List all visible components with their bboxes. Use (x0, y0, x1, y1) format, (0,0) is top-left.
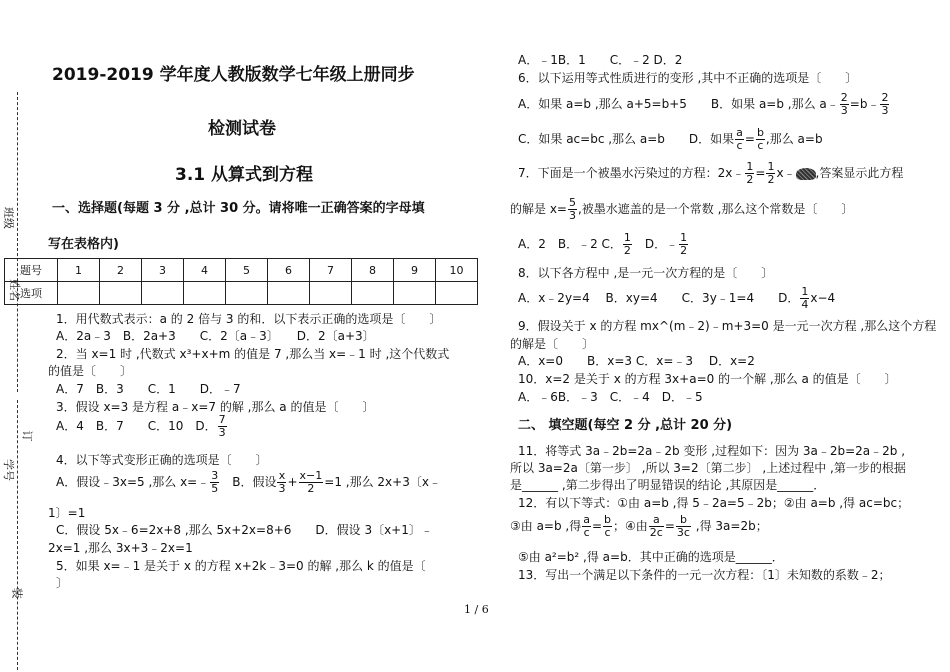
question-2-options: A．7 B．3 C．1 D．﹣7 (56, 382, 241, 396)
fraction: $\frac{5}{3}$ (568, 196, 576, 222)
fraction: $\frac{a}{c}$ (583, 513, 590, 539)
section2-heading: 二、 填空题(每空 2 分 ,总计 20 分) (518, 418, 733, 433)
question-5-cont: 〕 (56, 576, 69, 590)
ink-blot-icon (796, 168, 816, 180)
table-header-answer: 选项 (5, 282, 58, 305)
answer-cell[interactable] (394, 282, 436, 305)
title-line2: 检测试卷 (208, 119, 276, 139)
fraction: $\frac{x}{3}$ (278, 469, 286, 495)
fraction: $\frac{2}{3}$ (840, 91, 848, 117)
question-text: = (664, 519, 675, 533)
table-cell: 10 (436, 259, 478, 282)
question-7-cont (510, 197, 853, 222)
margin-label-name: 姓名 (8, 279, 21, 301)
section1-heading-line2: 写在表格内) (48, 237, 119, 252)
margin-label-zhuang: 装 (10, 587, 24, 599)
table-row (5, 282, 478, 305)
question-9-cont: 的解是〔 〕 (510, 337, 595, 351)
table-cell: 4 (184, 259, 226, 282)
question-3-options (56, 414, 228, 439)
option-text: A．2 B．﹣2 C． (518, 237, 622, 251)
question-5-options: A．﹣1B．1 C．﹣2 D．2 (518, 53, 683, 67)
question-6-cd (518, 127, 823, 152)
answer-cell[interactable] (352, 282, 394, 305)
option-text: = (744, 132, 755, 146)
table-cell: 5 (226, 259, 268, 282)
question-text: ③由 a=b ,得 (510, 519, 582, 533)
option-text: + (287, 475, 298, 489)
fraction: $\frac{x-1}{2}$ (299, 469, 323, 495)
section1-heading-line1: 一、选择题(每题 3 分 ,总计 30 分。请将唯一正确答案的字母填 (52, 201, 425, 216)
table-cell: 6 (268, 259, 310, 282)
fraction: $\frac{7}{3}$ (218, 413, 226, 439)
question-text: = (755, 166, 766, 180)
fraction: $\frac{1}{4}$ (801, 285, 809, 311)
table-header-number: 题号 (5, 259, 58, 282)
question-text: ,被墨水遮盖的是一个常数 ,那么这个常数是〔 〕 (577, 202, 854, 216)
margin-label-number: 学号 (2, 459, 15, 481)
answer-cell[interactable] (142, 282, 184, 305)
margin-label-ding: 订 (20, 430, 34, 442)
question-10: 10．x=2 是关于 x 的方程 3x+a=0 的一个解 ,那么 a 的值是〔 〕 (518, 372, 897, 386)
question-6-ab (518, 92, 890, 117)
fraction: $\frac{a}{c}$ (736, 126, 743, 152)
option-text: A．如果 a=b ,那么 a+5=b+5 B．如果 a=b ,那么 a﹣ (518, 97, 839, 111)
question-8-options (518, 286, 835, 311)
option-text: x−4 (810, 291, 836, 305)
question-1-options: A．2a﹣3 B．2a+3 C．2〔a﹣3〕 D．2〔a+3〕 (56, 329, 375, 343)
answer-cell[interactable] (100, 282, 142, 305)
question-7-options (518, 232, 689, 257)
question-11-cont2: 是______ ,第二步得出了明显错误的结论 ,其原因是______． (510, 478, 826, 492)
subtitle: 3.1 从算式到方程 (175, 165, 314, 185)
table-cell: 3 (142, 259, 184, 282)
question-11-cont: 所以 3a=2a〔第一步〕 ,所以 3=2〔第二步〕 ,上述过程中 ,第一步的根据 (510, 461, 906, 475)
question-9-options: A．x=0 B．x=3 C．x=﹣3 D．x=2 (518, 354, 755, 368)
fraction: $\frac{b}{c}$ (756, 126, 764, 152)
question-text: ；④由 (613, 519, 648, 533)
question-12-cont (510, 514, 768, 539)
answer-cell[interactable] (58, 282, 100, 305)
fraction: $\frac{1}{2}$ (767, 160, 775, 186)
option-text: =b﹣ (849, 97, 880, 111)
answer-cell[interactable] (436, 282, 478, 305)
question-11: 11．将等式 3a﹣2b=2a﹣2b 变形 ,过程如下：因为 3a﹣2b=2a﹣2b , (518, 444, 906, 458)
question-12: 12．有以下等式：①由 a=b ,得 5﹣2a=5﹣2b；②由 a=b ,得 ac=bc； (518, 496, 910, 510)
question-1: 1．用代数式表示：a 的 2 倍与 3 的和．以下表示正确的选项是〔 〕 (56, 312, 442, 326)
option-text: D．﹣ (632, 237, 679, 251)
fraction: $\frac{1}{2}$ (623, 231, 631, 257)
fraction: $\frac{1}{2}$ (680, 231, 688, 257)
question-6: 6．以下运用等式性质进行的变形 ,其中不正确的选项是〔 〕 (518, 71, 858, 85)
question-8: 8．以下各方程中 ,是一元一次方程的是〔 〕 (518, 266, 774, 280)
question-4: 4．以下等式变形正确的选项是〔 〕 (56, 453, 268, 467)
question-7 (518, 161, 903, 186)
question-5: 5．如果 x=﹣1 是关于 x 的方程 x+2k﹣3=0 的解 ,那么 k 的值是〔 (56, 559, 426, 573)
fraction: $\frac{b}{3c}$ (676, 513, 690, 539)
question-3: 3．假设 x=3 是方程 a﹣x=7 的解 ,那么 a 的值是〔 〕 (56, 400, 375, 414)
table-cell: 1 (58, 259, 100, 282)
question-4-d: 2x=1 ,那么 3x+3﹣2x=1 (48, 541, 193, 555)
question-4-c: C．假设 5x﹣6=2x+8 ,那么 5x+2x=8+6 D．假设 3〔x+1〕﹣ (56, 523, 433, 537)
question-13: 13．写出一个满足以下条件的一元一次方程：〔1〕未知数的系数﹣2； (518, 568, 891, 582)
option-text: ,那么 a=b (765, 132, 823, 146)
binding-line-top (17, 92, 18, 392)
question-10-options: A．﹣6B．﹣3 C．﹣4 D．﹣5 (518, 390, 703, 404)
table-cell: 8 (352, 259, 394, 282)
binding-line-bottom (17, 400, 18, 670)
table-row (5, 259, 478, 282)
question-4-cont: 1〕=1 (48, 506, 86, 520)
answer-table (4, 258, 478, 305)
fraction: $\frac{3}{5}$ (211, 469, 219, 495)
answer-cell[interactable] (268, 282, 310, 305)
question-text: ,答案显示此方程 (815, 166, 904, 180)
option-text: A．4 B．7 C．10 D． (56, 419, 217, 433)
question-text: 7．下面是一个被墨水污染过的方程：2x﹣ (518, 166, 745, 180)
question-text: = (591, 519, 603, 533)
table-cell: 7 (310, 259, 352, 282)
question-9: 9．假设关于 x 的方程 mx^(m﹣2)﹣m+3=0 是一元一次方程 ,那么这个方程 (518, 319, 937, 333)
fraction: $\frac{b}{c}$ (604, 513, 612, 539)
question-text: 的解是 x= (510, 202, 567, 216)
option-text: B．假设 (220, 475, 277, 489)
title-line1: 2019-2019 学年度人教版数学七年级上册同步 (52, 65, 415, 85)
option-text: =1 ,那么 2x+3〔x﹣ (324, 475, 441, 489)
fraction: $\frac{a}{2c}$ (649, 513, 663, 539)
table-cell: 2 (100, 259, 142, 282)
fraction: $\frac{2}{3}$ (881, 91, 889, 117)
question-12-cont2: ⑤由 a²=b² ,得 a=b．其中正确的选项是______． (518, 550, 784, 564)
answer-cell[interactable] (310, 282, 352, 305)
question-text: x﹣ (776, 166, 796, 180)
question-2-cont: 的值是〔 〕 (48, 364, 133, 378)
answer-cell[interactable] (226, 282, 268, 305)
page-number: 1 / 6 (464, 603, 489, 616)
answer-cell[interactable] (184, 282, 226, 305)
margin-label-class: 班级 (2, 207, 15, 229)
option-text: A．x﹣2y=4 B．xy=4 C．3y﹣1=4 D． (518, 291, 800, 305)
question-4-ab (56, 470, 441, 495)
question-text: ,得 3a=2b； (691, 519, 768, 533)
option-text: C．如果 ac=bc ,那么 a=b D．如果 (518, 132, 735, 146)
table-cell: 9 (394, 259, 436, 282)
option-text: A．假设﹣3x=5 ,那么 x=﹣ (56, 475, 210, 489)
question-2: 2．当 x=1 时 ,代数式 x³+x+m 的值是 7 ,那么当 x=﹣1 时 ,这个代数式 (56, 347, 450, 361)
fraction: $\frac{1}{2}$ (746, 160, 754, 186)
